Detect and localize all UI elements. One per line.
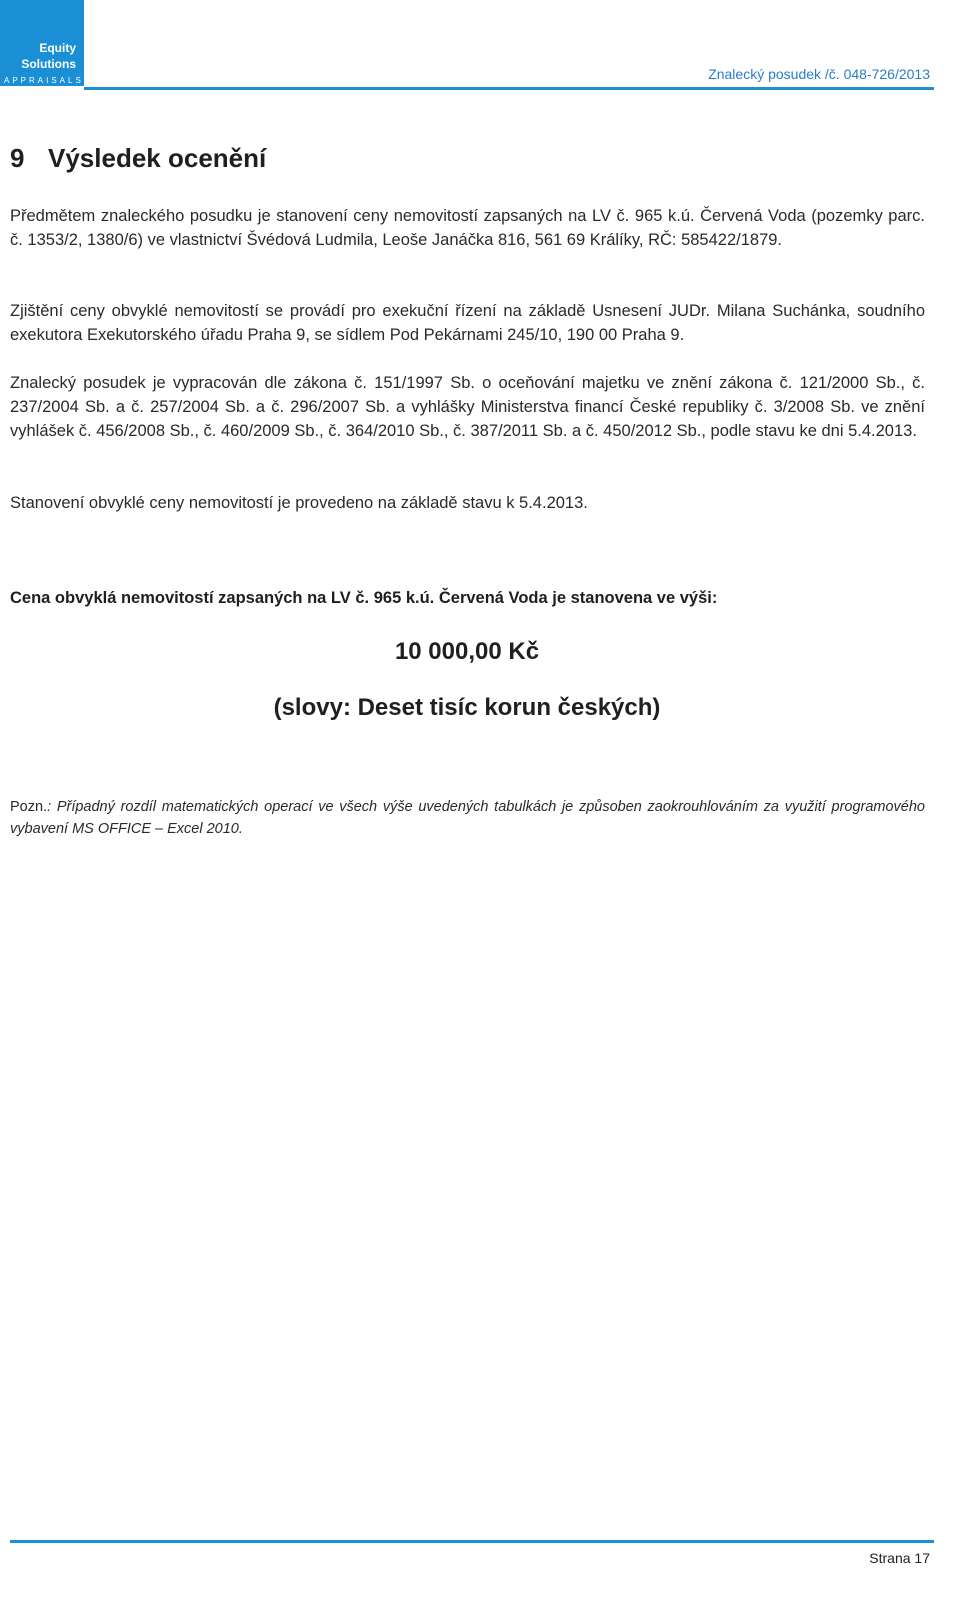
section-heading <box>10 143 266 174</box>
logo-line-equity: Equity <box>39 41 76 55</box>
paragraph-subject: Předmětem znaleckého posudku je stanovení ceny nemovitostí zapsaných na LV č. 965 k.ú. Červená Voda (pozemky parc. č. 1353/2, 1380/6) ve vlastnictví Švédová Ludmila, Leoše Janáčka 816, 561 69 Králíky, RČ: 585422/1879. <box>10 207 925 249</box>
footnote-text: : Případný rozdíl matematických operací ve všech výše uvedených tabulkách je způsoben zaokrouhlováním za využití programového vybavení MS OFFICE – Excel 2010. <box>10 799 925 837</box>
paragraph-purpose: Zjištění ceny obvyklé nemovitostí se provádí pro exekuční řízení na základě Usnesení JUDr. Milana Suchánka, soudního exekutora Exekutorského úřadu Praha 9, se sídlem Pod Pekárnami 245/10, 190 00 Praha 9. <box>10 302 925 344</box>
section-number: 9 <box>10 143 25 173</box>
paragraph-valuation-date: Stanovení obvyklé ceny nemovitostí je provedeno na základě stavu k 5.4.2013. <box>10 494 588 512</box>
price-value: 10 000,00 Kč <box>394 638 540 665</box>
footnote <box>10 796 925 840</box>
section-title: Výsledek ocenění <box>48 143 267 173</box>
logo-line-solutions: Solutions <box>21 57 76 71</box>
company-logo <box>0 0 84 86</box>
header-divider <box>84 87 934 90</box>
report-reference: Znalecký posudek /č. 048-726/2013 <box>708 66 930 82</box>
footer-divider <box>10 1540 934 1543</box>
page-number: Strana 17 <box>869 1550 930 1566</box>
price-label: Cena obvyklá nemovitostí zapsaných na LV č. 965 k.ú. Červená Voda je stanovena ve výši: <box>10 589 718 607</box>
footnote-label: Pozn. <box>10 799 48 815</box>
price-in-words: (slovy: Deset tisíc korun českých) <box>273 694 661 721</box>
paragraph-legal-basis: Znalecký posudek je vypracován dle zákona č. 151/1997 Sb. o oceňování majetku ve znění zákona č. 121/2000 Sb., č. 237/2004 Sb. a č. 257/2004 Sb. a č. 296/2007 Sb. a vyhlášky Ministerstva financí České republiky č. 3/2008 Sb. ve znění vyhlášek č. 456/2008 Sb., č. 460/2009 Sb., č. 364/2010 Sb., č. 387/2011 Sb. a č. 450/2012 Sb., podle stavu ke dni 5.4.2013. <box>10 374 925 440</box>
logo-line-appraisals: APPRAISALS <box>4 76 84 85</box>
